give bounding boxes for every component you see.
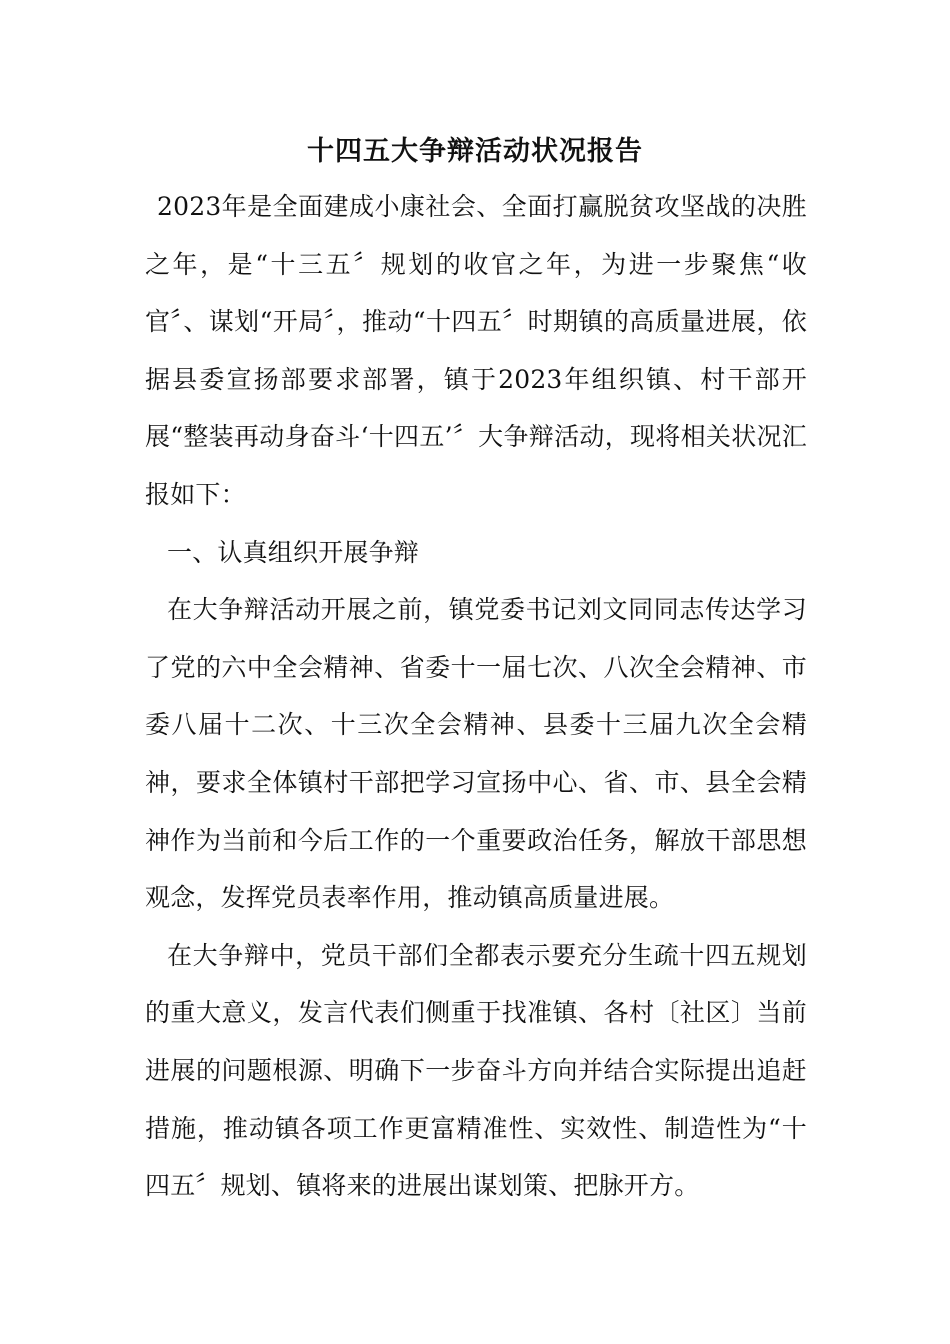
document-body [145,178,807,1215]
section-heading-1: 一、认真组织开展争辩 [167,537,420,567]
paragraph-2: 在大争辩活动开展之前，镇党委书记刘文同同志传达学习了党的六中全会精神、省委十一届七次、八次全会精神、市委八届十二次、十三次全会精神、县委十三届九次全会精神，要求全体镇村干部把学习宣扬中心、省、市、县全会精神作为当前和今后工作的一个重要政治任务，解放干部思想观念，发挥党员表率作用，推动镇高质量进展。 [145,595,807,913]
paragraph-intro: 2023年是全面建成小康社会、全面打赢脱贫攻坚战的决胜之年，是“十三五〞规划的收官之年，为进一步聚焦“收官〞、谋划“开局〞，推动“十四五〞时期镇的高质量进展，依据县委宣扬部要求部署，镇于2023年组织镇、村干部开展“整装再动身奋斗‘十四五’〞大争辩活动，现将相关状况汇报如下： [145,192,807,509]
document-title: 十四五大争辩活动状况报告 [307,136,643,167]
paragraph-3: 在大争辩中，党员干部们全都表示要充分生疏十四五规划的重大意义，发言代表们侧重于找准镇、各村〔社区〕当前进展的问题根源、明确下一步奋斗方向并结合实际提出追赶措施，推动镇各项工作更富精准性、实效性、制造性为“十四五〞规划、镇将来的进展出谋划策、把脉开方。 [145,940,807,1201]
